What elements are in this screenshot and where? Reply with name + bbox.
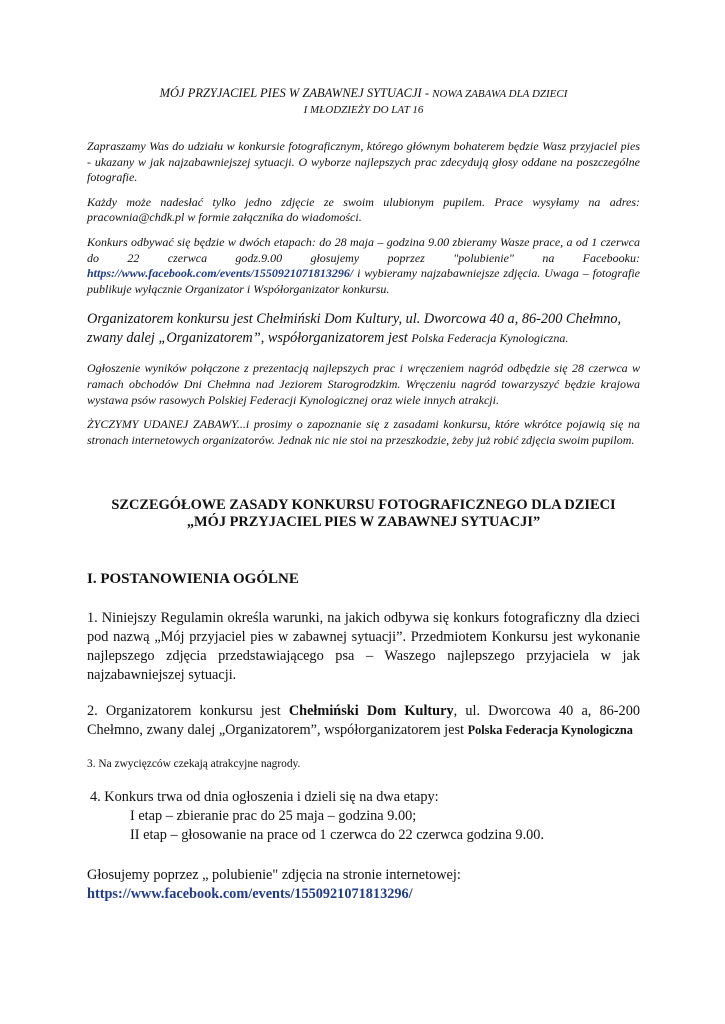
- voting-facebook-link[interactable]: https://www.facebook.com/events/1550921071813296/: [87, 886, 413, 903]
- rule-item-4-text: 4. Konkurs trwa od dnia ogłoszenia i dzieli się na dwa etapy:: [90, 789, 439, 806]
- intro-paragraph-results: Ogłoszenie wyników połączone z prezentacją najlepszych prac i wręczeniem nagród odbędzie się 28 czerwca w ramach obchodów Dni Chełmna nad Jeziorem Starogrodzkim. Wręczeniu nagród towarzyszyć będzie krajowa wystawa psów rasowych Polskiej Federacji Kynologicznej oraz wiele innych atrakcji.: [87, 361, 640, 407]
- rule-item-4: [87, 788, 640, 845]
- intro-paragraph-stages: [87, 235, 640, 297]
- organizer-paragraph: [87, 310, 640, 348]
- rule-item-2-address: , ul. Dworcowa 40 a, 86-200 Chełmno, zwany dalej „Organizatorem”, współorganizatorem jest: [87, 703, 640, 739]
- intro-paragraph-submission: Każdy może nadesłać tylko jedno zdjęcie ze swoim ulubionym pupilem. Prace wysyłamy na adres: pracownia@chdk.pl w formie załącznika do wiadomości.: [87, 194, 640, 225]
- intro-paragraph-invite: Zapraszamy Was do udziału w konkursie fotograficznym, którego głównym bohaterem będzie Wasz przyjaciel pies - ukazany w jak najzabawniejszej sytuacji. O wyborze najlepszych prac zdecydują głosy oddane na poszczególne fotografie.: [87, 139, 640, 185]
- rules-heading: [87, 497, 640, 531]
- voting-info: [87, 866, 640, 904]
- title-main: MÓJ PRZYJACIEL PIES W ZABAWNEJ SYTUACJI -: [159, 86, 430, 100]
- rule-item-2-organizer: Chełmiński Dom Kultury: [288, 703, 454, 720]
- rule-item-1: 1. Niniejszy Regulamin określa warunki, na jakich odbywa się konkurs fotograficzny dla dzieci pod nazwą „Mój przyjaciel pies w zabawnej sytuacji”. Przedmiotem Konkursu jest wykonanie najlepszego zdjęcia przedstawiającego psa – Waszego najlepszego przyjaciela w jak najzabawniejszej sytuacji.: [87, 610, 640, 684]
- section-title: I. POSTANOWIENIA OGÓLNE: [87, 571, 299, 588]
- rule-item-2-text: 2. Organizatorem konkursu jest: [87, 703, 289, 720]
- page-content: [87, 86, 640, 904]
- rule-item-2: [87, 702, 640, 740]
- stage-1: I etap – zbieranie prac do 25 maja – godzina 9.00;: [130, 808, 417, 825]
- title-subtitle: NOWA ZABAWA DLA DZIECI: [432, 88, 568, 100]
- facebook-event-link[interactable]: https://www.facebook.com/events/1550921071813296/: [87, 266, 354, 281]
- stages-text: Konkurs odbywać się będzie w dwóch etapach: do 28 maja – godzina 9.00 zbieramy Wasze prace, a od 1 czerwca do 22 czerwca godz.9.00 głosujemy poprzez "polubienie" na Facebooku:: [87, 234, 640, 265]
- intro-paragraph-wishes: ŻYCZYMY UDANEJ ZABAWY...i prosimy o zapoznanie się z zasadami konkursu, które wkrótce pojawią się na stronach internetowych organizatorów. Jednak nic nie stoi na przeszkodzie, żeby już robić zdjęcia swoim pupilom.: [87, 417, 640, 447]
- organizer-text: Organizatorem konkursu jest Chełmiński Dom Kultury, ul. Dworcowa 40 a, 86-200 Chełmno, zwany dalej „Organizatorem”, współorganizatorem jest: [87, 311, 622, 347]
- organizer-federation: Polska Federacja Kynologiczna.: [411, 331, 569, 346]
- stage-2: II etap – głosowanie na prace od 1 czerwca do 22 czerwca godzina 9.00.: [130, 827, 545, 844]
- rules-heading-line1: SZCZEGÓŁOWE ZASADY KONKURSU FOTOGRAFICZNEGO DLA DZIECI: [111, 497, 616, 514]
- rules-heading-line2: „MÓJ PRZYJACIEL PIES W ZABAWNEJ SYTUACJI”: [186, 514, 541, 531]
- rule-item-2-federation: Polska Federacja Kynologiczna: [467, 723, 633, 738]
- stages-text-end: i wybieramy najzabawniejsze zdjęcia. Uwaga – fotografie publikuje wyłącznie Organizator i Współorganizator konkursu.: [87, 266, 640, 296]
- voting-text: Głosujemy poprzez „ polubienie" zdjęcia na stronie internetowej:: [87, 867, 461, 884]
- announcement-title: [87, 86, 640, 118]
- title-age-line: I MŁODZIEŻY DO LAT 16: [303, 104, 424, 116]
- rule-item-3: 3. Na zwycięzców czekają atrakcyjne nagrody.: [87, 758, 301, 771]
